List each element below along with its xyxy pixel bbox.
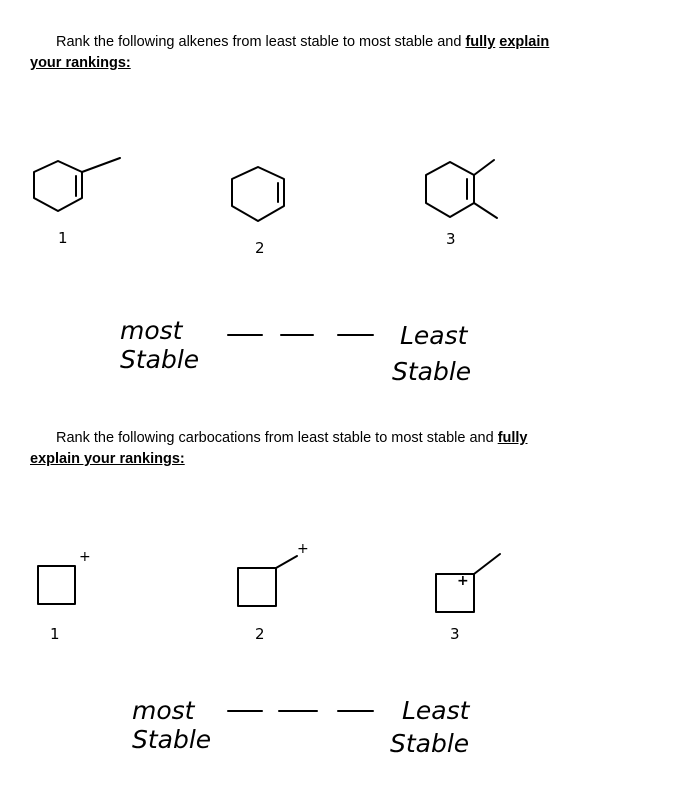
scale-1-least: Least	[400, 321, 468, 350]
question-2-prompt	[30, 428, 630, 470]
cation-1-structure	[38, 566, 75, 604]
question-2-intro: Rank the following carbocations from least stable to most stable and	[56, 430, 494, 446]
question-2-emph-fully: fully	[497, 430, 528, 446]
scale-2-stable-right: Stable	[390, 729, 470, 758]
question-1-intro: Rank the following alkenes from least stable to most stable and	[56, 34, 462, 50]
question-1-emph-rankings: your rankings:	[30, 55, 131, 71]
scale-2-stable-left: Stable	[132, 725, 212, 754]
question-1-prompt	[30, 32, 630, 74]
question-1-emph-explain: explain	[499, 34, 550, 50]
cation-2-plus: +	[297, 541, 309, 557]
cation-3-plus: +	[457, 573, 469, 589]
alkene-1-structure	[34, 158, 120, 211]
cation-2-number: 2	[255, 625, 265, 643]
cation-3-number: 3	[450, 625, 460, 643]
question-2-emph-explain: explain your rankings:	[30, 451, 185, 467]
alkene-1-number: 1	[58, 229, 68, 247]
alkene-3-structure	[426, 160, 497, 218]
cation-2-structure	[238, 556, 297, 606]
scale-1-stable-left: Stable	[120, 345, 200, 374]
cation-1-plus: +	[79, 549, 91, 565]
scale-1-most: most	[120, 316, 183, 345]
scale-1-stable-right: Stable	[392, 357, 472, 386]
question-1-emph-fully: fully	[465, 34, 496, 50]
scale-2-least: Least	[402, 696, 470, 725]
cation-1-number: 1	[50, 625, 60, 643]
alkene-3-number: 3	[446, 230, 456, 248]
scale-2-most: most	[132, 696, 195, 725]
alkene-2-structure	[232, 167, 284, 221]
alkene-2-number: 2	[255, 239, 265, 257]
